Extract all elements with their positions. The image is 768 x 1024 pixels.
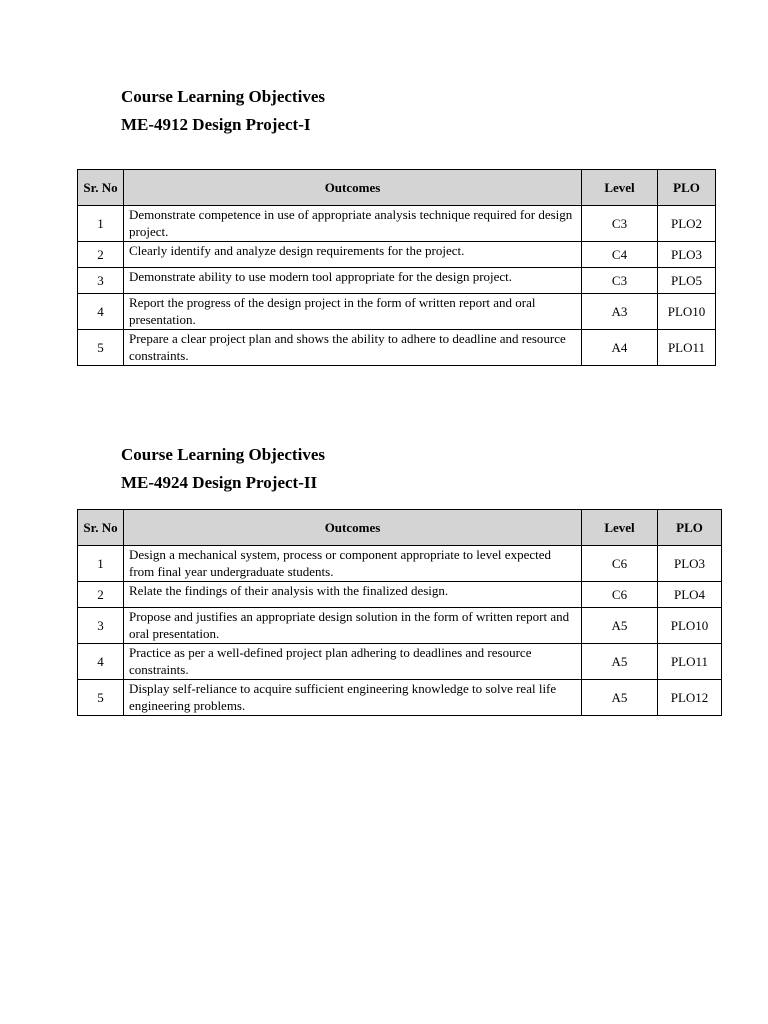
cell-outcome: Prepare a clear project plan and shows the ability to adhere to deadline and resource constraints.	[124, 330, 582, 366]
section-heading	[121, 441, 325, 497]
table-row	[78, 330, 716, 366]
cell-sr: 5	[78, 680, 124, 716]
clo-table	[77, 509, 722, 716]
cell-sr: 3	[78, 608, 124, 644]
cell-outcome: Demonstrate competence in use of appropriate analysis technique required for design project.	[124, 206, 582, 242]
header-sr-no: Sr. No	[78, 510, 124, 546]
cell-level: C3	[582, 268, 658, 294]
cell-level: A5	[582, 608, 658, 644]
table-row	[78, 294, 716, 330]
cell-sr: 3	[78, 268, 124, 294]
cell-sr: 2	[78, 242, 124, 268]
cell-level: C4	[582, 242, 658, 268]
cell-sr: 1	[78, 206, 124, 242]
cell-outcome: Demonstrate ability to use modern tool appropriate for the design project.	[124, 268, 582, 294]
cell-plo: PLO12	[658, 680, 722, 716]
table-row	[78, 242, 716, 268]
cell-outcome: Practice as per a well-defined project plan adhering to deadlines and resource constraints.	[124, 644, 582, 680]
table-row	[78, 608, 722, 644]
cell-outcome: Relate the findings of their analysis with the finalized design.	[124, 582, 582, 608]
cell-plo: PLO5	[658, 268, 716, 294]
cell-sr: 4	[78, 294, 124, 330]
section-title: Course Learning Objectives	[121, 445, 325, 464]
table-row	[78, 546, 722, 582]
header-level: Level	[582, 510, 658, 546]
cell-outcome: Display self-reliance to acquire sufficient engineering knowledge to solve real life engineering problems.	[124, 680, 582, 716]
header-outcomes: Outcomes	[124, 170, 582, 206]
cell-plo: PLO10	[658, 294, 716, 330]
table-header-row	[78, 170, 716, 206]
table-row	[78, 680, 722, 716]
cell-plo: PLO4	[658, 582, 722, 608]
cell-plo: PLO11	[658, 644, 722, 680]
cell-level: A5	[582, 644, 658, 680]
header-plo: PLO	[658, 170, 716, 206]
cell-level: A3	[582, 294, 658, 330]
cell-level: C3	[582, 206, 658, 242]
cell-sr: 1	[78, 546, 124, 582]
cell-plo: PLO2	[658, 206, 716, 242]
cell-sr: 4	[78, 644, 124, 680]
header-outcomes: Outcomes	[124, 510, 582, 546]
cell-plo: PLO3	[658, 546, 722, 582]
cell-plo: PLO11	[658, 330, 716, 366]
table-header-row	[78, 510, 722, 546]
cell-sr: 5	[78, 330, 124, 366]
header-level: Level	[582, 170, 658, 206]
table-row	[78, 268, 716, 294]
cell-outcome: Propose and justifies an appropriate design solution in the form of written report and oral presentation.	[124, 608, 582, 644]
cell-outcome: Report the progress of the design project in the form of written report and oral presentation.	[124, 294, 582, 330]
course-title: ME-4912 Design Project-I	[121, 115, 311, 134]
table-row	[78, 582, 722, 608]
cell-level: A5	[582, 680, 658, 716]
cell-level: C6	[582, 582, 658, 608]
header-plo: PLO	[658, 510, 722, 546]
table-row	[78, 644, 722, 680]
cell-plo: PLO3	[658, 242, 716, 268]
cell-outcome: Clearly identify and analyze design requirements for the project.	[124, 242, 582, 268]
cell-outcome: Design a mechanical system, process or component appropriate to level expected from final year undergraduate students.	[124, 546, 582, 582]
section-title: Course Learning Objectives	[121, 87, 325, 106]
cell-sr: 2	[78, 582, 124, 608]
cell-level: A4	[582, 330, 658, 366]
header-sr-no: Sr. No	[78, 170, 124, 206]
cell-level: C6	[582, 546, 658, 582]
cell-plo: PLO10	[658, 608, 722, 644]
section-heading	[121, 83, 325, 139]
course-title: ME-4924 Design Project-II	[121, 473, 318, 492]
clo-table	[77, 169, 716, 366]
table-row	[78, 206, 716, 242]
